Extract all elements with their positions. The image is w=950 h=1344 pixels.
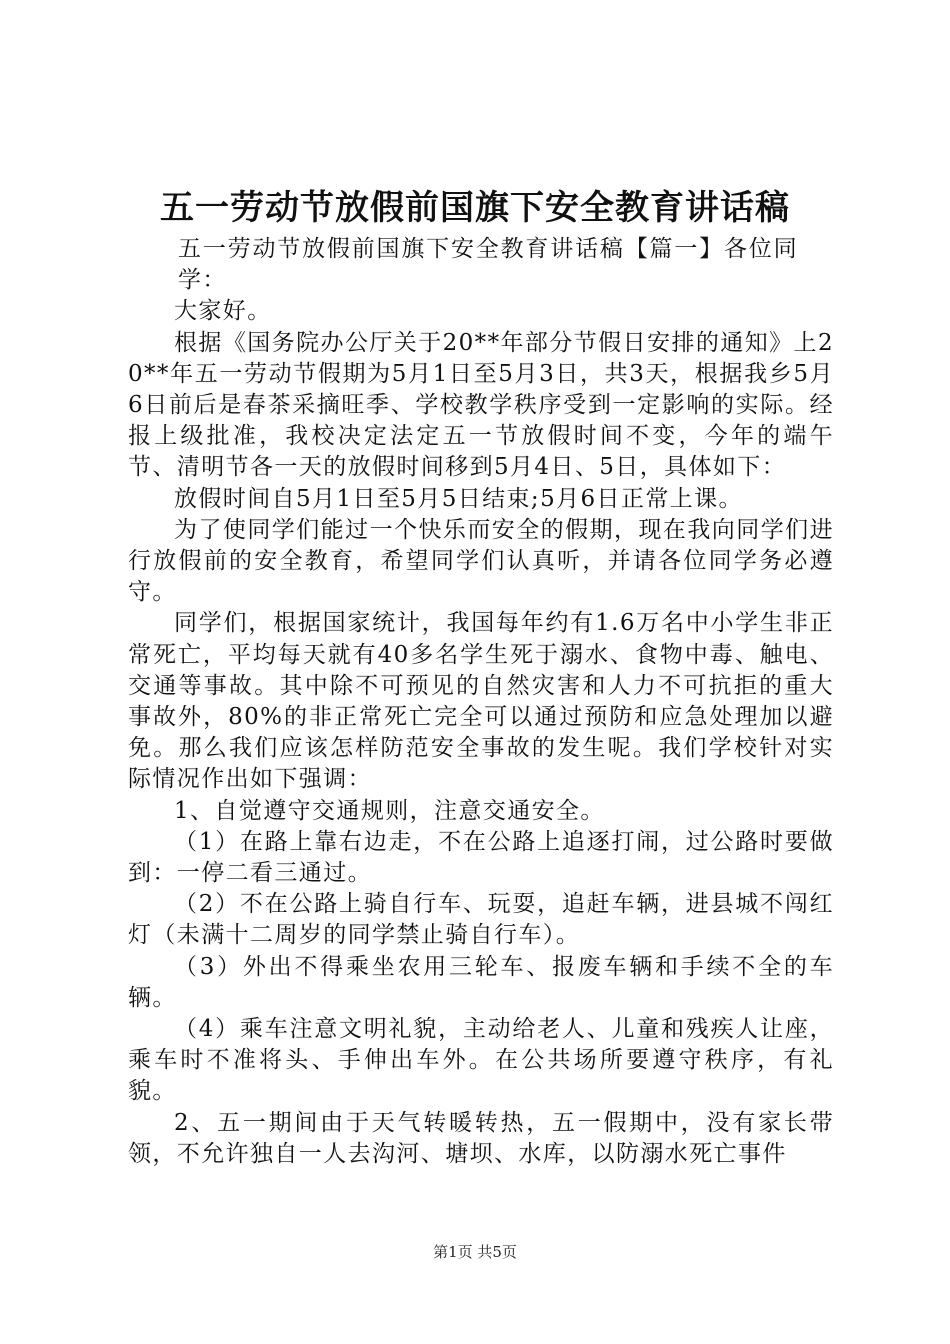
paragraph-rule-1-3: （3）外出不得乘坐农用三轮车、报废车辆和手续不全的车辆。 (128, 953, 834, 1011)
document-body (128, 234, 834, 1170)
page-number-footer: 第1页 共5页 (433, 1243, 517, 1261)
paragraph-rule-1-4: （4）乘车注意文明礼貌，主动给老人、儿童和残疾人让座，乘车时不准将头、手伸出车外。在公共场所要遵守秩序，有礼貌。 (128, 1016, 834, 1105)
paragraph-rule-2: 2、五一期间由于天气转暖转热，五一假期中，没有家长带领，不允许独自一人去沟河、塘坝、水库，以防溺水死亡事件 (128, 1109, 834, 1167)
paragraph-rule-1-2: （2）不在公路上骑自行车、玩耍，追赶车辆，进县城不闯红灯（未满十二周岁的同学禁止骑自行车）。 (128, 891, 834, 949)
paragraph-greeting: 大家好。 (174, 298, 272, 325)
paragraph-notice: 根据《国务院办公厅关于20**年部分节假日安排的通知》上20**年五一劳动节假期为5月1日至5月3日，共3天，根据我乡5月6日前后是春茶采摘旺季、学校教学秩序受到一定影响的实际。经报上级批准，我校决定法定五一节放假时间不变，今年的端午节、清明节各一天的放假时间移到5月4日、5日，具体如下： (128, 329, 834, 481)
document-title: 五一劳动节放假前国旗下安全教育讲话稿 (160, 188, 790, 228)
paragraph-intro: 五一劳动节放假前国旗下安全教育讲话稿【篇一】各位同学： (178, 236, 798, 294)
paragraph-schedule: 放假时间自5月1日至5月5日结束;5月6日正常上课。 (174, 485, 743, 512)
paragraph-rule-1: 1、自觉遵守交通规则，注意交通安全。 (174, 797, 605, 824)
paragraph-rule-1-1: （1）在路上靠右边走，不在公路上追逐打闹，过公路时要做到：一停二看三通过。 (128, 828, 834, 887)
paragraph-statistics: 同学们，根据国家统计，我国每年约有1.6万名中小学生非正常死亡，平均每天就有40多名学生死于溺水、食物中毒、触电、交通等事故。其中除不可预见的自然灾害和人力不可抗拒的重大事故外，80%的非正常死亡完全可以通过预防和应急处理加以避免。那么我们应该怎样防范安全事故的发生呢。我们学校针对实际情况作出如下强调： (128, 610, 834, 793)
paragraph-purpose: 为了使同学们能过一个快乐而安全的假期，现在我向同学们进行放假前的安全教育，希望同学们认真听，并请各位同学务必遵守。 (128, 516, 834, 606)
